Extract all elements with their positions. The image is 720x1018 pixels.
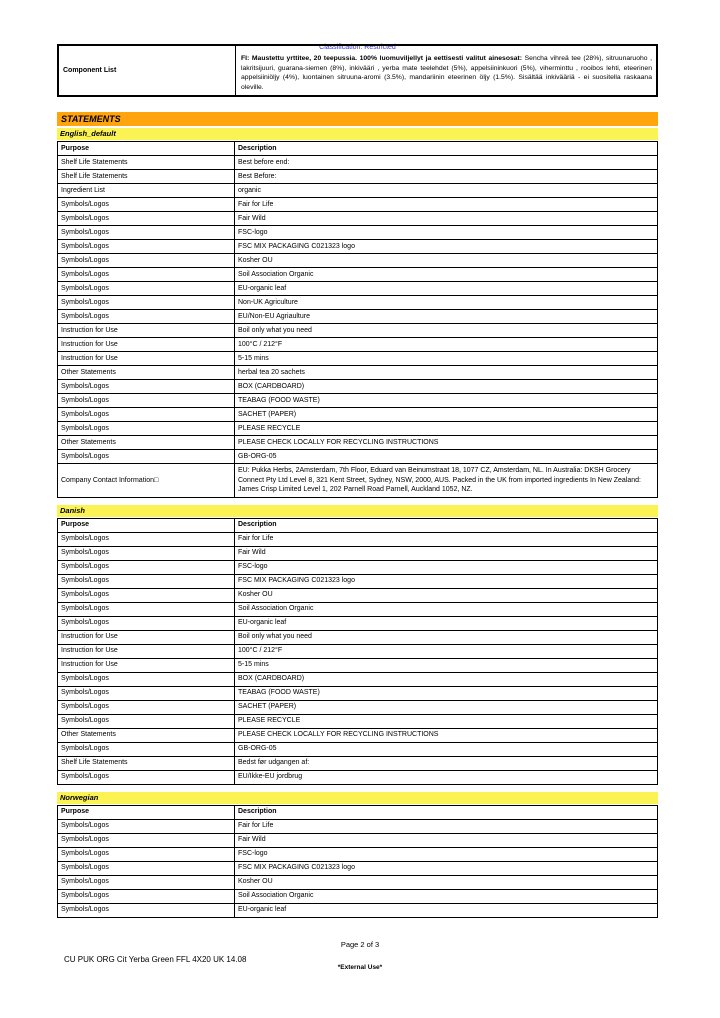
table-row (58, 310, 658, 324)
column-header-description: Description (235, 805, 658, 819)
purpose-cell: Symbols/Logos (58, 686, 235, 700)
document-content (57, 44, 658, 918)
purpose-cell: Symbols/Logos (58, 602, 235, 616)
description-cell: Fair for Life (235, 198, 658, 212)
table-row (58, 819, 658, 833)
purpose-cell: Symbols/Logos (58, 450, 235, 464)
table-row (58, 847, 658, 861)
table-row (58, 728, 658, 742)
purpose-cell: Other Statements (58, 728, 235, 742)
statements-section-title: STATEMENTS (57, 112, 658, 126)
table-row (58, 616, 658, 630)
classification-header: Classification: Restricted (319, 44, 396, 51)
description-cell: PLEASE CHECK LOCALLY FOR RECYCLING INSTRUCTIONS (235, 436, 658, 450)
table-row (58, 686, 658, 700)
table-row (58, 338, 658, 352)
description-cell: FSC MIX PACKAGING C021323 logo (235, 861, 658, 875)
description-cell: FSC MIX PACKAGING C021323 logo (235, 240, 658, 254)
description-cell: 100°C / 212°F (235, 644, 658, 658)
purpose-cell: Symbols/Logos (58, 847, 235, 861)
purpose-cell: Symbols/Logos (58, 616, 235, 630)
table-row (58, 268, 658, 282)
purpose-cell: Symbols/Logos (58, 380, 235, 394)
table-row (58, 742, 658, 756)
section-title: Norwegian (57, 792, 658, 804)
description-cell: Best Before: (235, 170, 658, 184)
purpose-cell: Symbols/Logos (58, 240, 235, 254)
column-header-purpose: Purpose (58, 142, 235, 156)
purpose-cell: Shelf Life Statements (58, 756, 235, 770)
table-row (58, 212, 658, 226)
column-header-purpose: Purpose (58, 805, 235, 819)
statements-section-norwegian (57, 792, 658, 918)
statements-table (57, 141, 658, 497)
purpose-cell: Symbols/Logos (58, 282, 235, 296)
table-row (58, 394, 658, 408)
purpose-cell: Instruction for Use (58, 630, 235, 644)
description-cell: PLEASE RECYCLE (235, 714, 658, 728)
purpose-cell: Symbols/Logos (58, 394, 235, 408)
table-row (58, 296, 658, 310)
component-list-description (236, 45, 658, 96)
table-row (58, 156, 658, 170)
table-row (58, 408, 658, 422)
table-row (58, 560, 658, 574)
description-cell: Fair Wild (235, 833, 658, 847)
page-number: Page 2 of 3 (340, 940, 380, 949)
description-cell: Fair Wild (235, 212, 658, 226)
description-cell: SACHET (PAPER) (235, 408, 658, 422)
description-cell: BOX (CARDBOARD) (235, 672, 658, 686)
table-row (58, 254, 658, 268)
table-row (58, 282, 658, 296)
purpose-cell: Symbols/Logos (58, 770, 235, 784)
description-cell: EU-organic leaf (235, 282, 658, 296)
description-cell: FSC-logo (235, 560, 658, 574)
purpose-cell: Instruction for Use (58, 324, 235, 338)
description-cell: PLEASE RECYCLE (235, 422, 658, 436)
purpose-cell: Symbols/Logos (58, 546, 235, 560)
table-row (58, 450, 658, 464)
table-row (58, 198, 658, 212)
table-row (58, 464, 658, 497)
table-row (58, 436, 658, 450)
table-row (58, 170, 658, 184)
description-cell: Soil Association Organic (235, 268, 658, 282)
purpose-cell: Symbols/Logos (58, 254, 235, 268)
column-header-description: Description (235, 142, 658, 156)
table-row (58, 756, 658, 770)
description-cell: BOX (CARDBOARD) (235, 380, 658, 394)
description-cell: EU-organic leaf (235, 903, 658, 917)
purpose-cell: Symbols/Logos (58, 310, 235, 324)
purpose-cell: Symbols/Logos (58, 198, 235, 212)
purpose-cell: Symbols/Logos (58, 532, 235, 546)
table-header-row (58, 518, 658, 532)
description-cell: Boil only what you need (235, 324, 658, 338)
statements-section-english_default (57, 128, 658, 497)
purpose-cell: Shelf Life Statements (58, 170, 235, 184)
description-cell: EU: Pukka Herbs, 2Amsterdam, 7th Floor, Eduard van Beinumstraat 18, 1077 CZ, Amsterdam, NL. In Australia: DKSH Grocery Connect Pty Ltd Level 8, 321 Kent Street, Sydney, NSW, 2000, AUS. Packed in the UK from imported ingredients In New Zealand: James Crisp Limited Level 1, 202 Parnell Road Parnell, Auckland 1052, NZ. (235, 464, 658, 497)
description-cell: PLEASE CHECK LOCALLY FOR RECYCLING INSTRUCTIONS (235, 728, 658, 742)
description-cell: TEABAG (FOOD WASTE) (235, 394, 658, 408)
purpose-cell: Symbols/Logos (58, 408, 235, 422)
purpose-cell: Symbols/Logos (58, 422, 235, 436)
purpose-cell: Other Statements (58, 436, 235, 450)
description-cell: GB-ORG-05 (235, 450, 658, 464)
description-cell: Soil Association Organic (235, 602, 658, 616)
purpose-cell: Symbols/Logos (58, 714, 235, 728)
description-cell: GB-ORG-05 (235, 742, 658, 756)
description-cell: EU-organic leaf (235, 616, 658, 630)
table-row (58, 875, 658, 889)
table-row (58, 672, 658, 686)
description-cell: organic (235, 184, 658, 198)
statements-table (57, 805, 658, 918)
purpose-cell: Symbols/Logos (58, 861, 235, 875)
table-row (58, 532, 658, 546)
component-list-description-bold: FI: Maustettu yrttitee, 20 teepussia. 100% luomuviljellyt ja eettisesti valitut ainesosat: (241, 55, 523, 62)
description-cell: Bedst før udgangen af: (235, 756, 658, 770)
description-cell: FSC-logo (235, 847, 658, 861)
purpose-cell: Symbols/Logos (58, 833, 235, 847)
description-cell: Fair for Life (235, 819, 658, 833)
table-header-row (58, 142, 658, 156)
table-row (58, 833, 658, 847)
component-list-table (57, 44, 658, 97)
description-cell: Soil Association Organic (235, 889, 658, 903)
table-row (58, 352, 658, 366)
statements-table (57, 518, 658, 785)
external-use-label: *External Use* (337, 964, 383, 971)
description-cell: Fair for Life (235, 532, 658, 546)
description-cell: Boil only what you need (235, 630, 658, 644)
description-cell: 5-15 mins (235, 352, 658, 366)
table-row (58, 324, 658, 338)
purpose-cell: Symbols/Logos (58, 875, 235, 889)
description-cell: Fair Wild (235, 546, 658, 560)
purpose-cell: Other Statements (58, 366, 235, 380)
purpose-cell: Ingredient List (58, 184, 235, 198)
table-row (58, 630, 658, 644)
purpose-cell: Symbols/Logos (58, 560, 235, 574)
component-list-description-text: Sencha vihreä tee (28%), sitruunaruoho , lakritsijuuri, guarana-siemen (8%), inkivääri , yerba mate teelehdet (5%), appelsiininkuori (5%), viherminttu , rooibos lehti, eteerinen appelsiiniöljy (4%), luontainen sitruuna-aromi (3.5%), mandariinin eteerinen öljy (1.5%). Sisältää inkivääriä - ei suositella raskaana oleville. (241, 55, 652, 91)
purpose-cell: Symbols/Logos (58, 226, 235, 240)
table-row (58, 658, 658, 672)
statements-section-danish (57, 505, 658, 785)
purpose-cell: Symbols/Logos (58, 903, 235, 917)
description-cell: Non-UK Agriculture (235, 296, 658, 310)
table-header-row (58, 805, 658, 819)
column-header-description: Description (235, 518, 658, 532)
table-row (58, 714, 658, 728)
purpose-cell: Symbols/Logos (58, 819, 235, 833)
description-cell: 100°C / 212°F (235, 338, 658, 352)
table-row (58, 422, 658, 436)
purpose-cell: Instruction for Use (58, 644, 235, 658)
description-cell: EU/Ikke-EU jordbrug (235, 770, 658, 784)
table-row (58, 366, 658, 380)
section-title: Danish (57, 505, 658, 517)
purpose-cell: Company Contact Information□ (58, 464, 235, 497)
table-row (58, 770, 658, 784)
table-row (58, 184, 658, 198)
table-row (58, 240, 658, 254)
table-row (58, 889, 658, 903)
description-cell: FSC-logo (235, 226, 658, 240)
column-header-purpose: Purpose (58, 518, 235, 532)
purpose-cell: Symbols/Logos (58, 889, 235, 903)
table-row (58, 380, 658, 394)
description-cell: 5-15 mins (235, 658, 658, 672)
purpose-cell: Instruction for Use (58, 352, 235, 366)
component-list-row (58, 45, 657, 96)
statements-sections (57, 128, 658, 917)
description-cell: TEABAG (FOOD WASTE) (235, 686, 658, 700)
description-cell: Kosher OU (235, 588, 658, 602)
description-cell: Kosher OU (235, 875, 658, 889)
document-code: CU PUK ORG Cit Yerba Green FFL 4X20 UK 14.08 (64, 955, 247, 964)
description-cell: Kosher OU (235, 254, 658, 268)
table-row (58, 644, 658, 658)
table-row (58, 588, 658, 602)
purpose-cell: Instruction for Use (58, 338, 235, 352)
component-list-label: Component List (58, 45, 236, 96)
table-row (58, 546, 658, 560)
table-row (58, 226, 658, 240)
section-title: English_default (57, 128, 658, 140)
table-row (58, 602, 658, 616)
purpose-cell: Symbols/Logos (58, 672, 235, 686)
description-cell: herbal tea 20 sachets (235, 366, 658, 380)
purpose-cell: Symbols/Logos (58, 574, 235, 588)
table-row (58, 903, 658, 917)
purpose-cell: Shelf Life Statements (58, 156, 235, 170)
purpose-cell: Symbols/Logos (58, 268, 235, 282)
purpose-cell: Instruction for Use (58, 658, 235, 672)
purpose-cell: Symbols/Logos (58, 742, 235, 756)
description-cell: Best before end: (235, 156, 658, 170)
table-row (58, 861, 658, 875)
table-row (58, 700, 658, 714)
purpose-cell: Symbols/Logos (58, 700, 235, 714)
description-cell: FSC MIX PACKAGING C021323 logo (235, 574, 658, 588)
table-row (58, 574, 658, 588)
purpose-cell: Symbols/Logos (58, 212, 235, 226)
description-cell: SACHET (PAPER) (235, 700, 658, 714)
purpose-cell: Symbols/Logos (58, 588, 235, 602)
purpose-cell: Symbols/Logos (58, 296, 235, 310)
description-cell: EU/Non-EU Agriaulture (235, 310, 658, 324)
